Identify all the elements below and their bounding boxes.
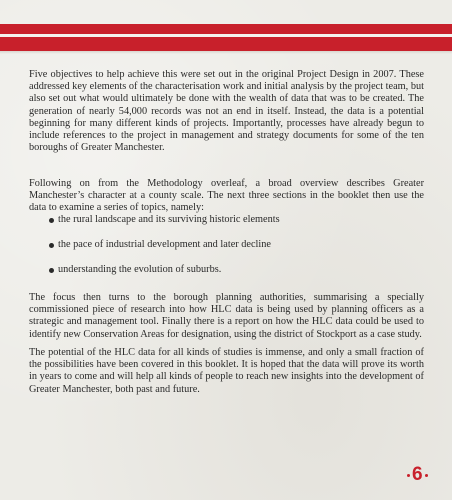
paragraph-overview: Following on from the Methodology overleaf, a broad overview describes Greater Manchester’s character at a county scale. The next three sections in the booklet then use the data to examine a series of topics, namely: [29, 178, 424, 214]
bullet-icon [49, 218, 54, 223]
list-item [49, 214, 419, 239]
topic-list [49, 214, 419, 289]
list-item [49, 239, 419, 264]
header-band-bottom [0, 37, 452, 51]
header-band-top [0, 24, 452, 34]
header-band-shadow [0, 51, 452, 54]
list-item-text: the rural landscape and its surviving historic elements [58, 214, 280, 225]
bullet-icon [49, 268, 54, 273]
list-item-text: the pace of industrial development and later decline [58, 239, 272, 250]
paragraph-planning: The focus then turns to the borough planning authorities, summarising a specially commissioned piece of research into how HLC data is being used by planning officers as a strategic and management tool. Finally there is a report on how the HLC data could be used to identify new Conservation Areas for designation, using the district of Stockport as a case study. [29, 292, 424, 340]
list-item-text: understanding the evolution of suburbs. [58, 264, 222, 275]
page-number-dot-left [407, 474, 410, 477]
page-number [405, 463, 430, 487]
page-number-text: 6 [412, 464, 423, 485]
page-number-dot-right [425, 474, 428, 477]
paragraph-potential: The potential of the HLC data for all kinds of studies is immense, and only a small fraction of the possibilities have been covered in this booklet. It is hoped that the data will prove its worth in years to come and will help all kinds of people to reach new insights into the development of Greater Manchester, both past and future. [29, 347, 424, 395]
paragraph-objectives: Five objectives to help achieve this were set out in the original Project Design in 2007. These addressed key elements of the characterisation work and initial analysis by the project team, but also set out what would ultimately be done with the wealth of data that was to be created. The generation of nearly 54,000 records was not an end in itself. Instead, the data is a potential beginning for many different kinds of projects. Importantly, processes have already begun to include references to the project in management and strategy documents for some of the ten boroughs of Greater Manchester. [29, 69, 424, 154]
bullet-icon [49, 243, 54, 248]
list-item [49, 264, 419, 289]
